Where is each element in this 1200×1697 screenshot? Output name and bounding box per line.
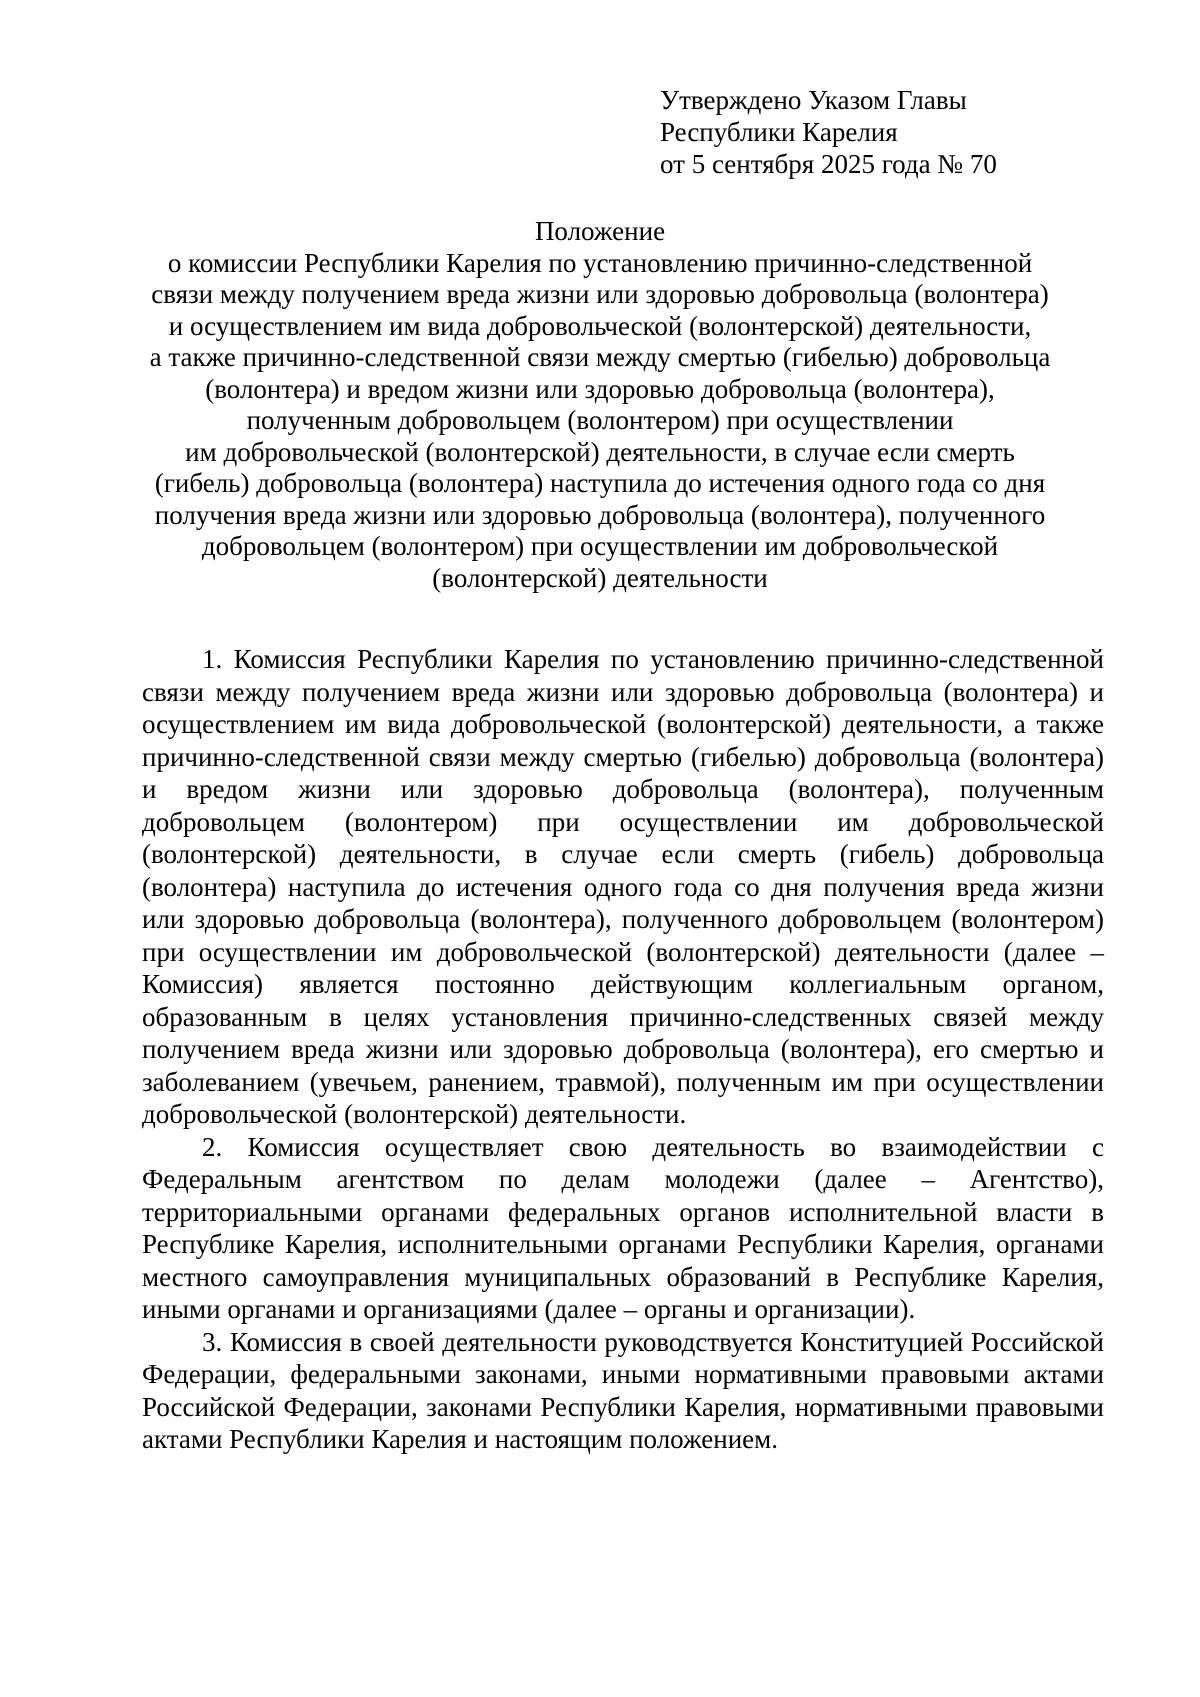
title-line: (гибель) добровольца (волонтера) наступила до истечения одного года со дня: [154, 468, 1046, 498]
paragraph-1: 1. Комиссия Республики Карелия по установлению причинно-следственной связи между получением вреда жизни или здоровью добровольца (волонтера) и осуществлением им вида добровольческой (волонтерской) деятельности, а также причинно-следственной связи между смертью (гибелью) добровольца (волонтера) и вредом жизни или здоровью добровольца (волонтера), полученным добровольцем (волонтером) при осуществлении им добровольческой (волонтерской) деятельности, в случае если смерть (гибель) добровольца (волонтера) наступила до истечения одного года со дня получения вреда жизни или здоровью добровольца (волонтера), полученного добровольцем (волонтером) при осуществлении им добровольческой (волонтерской) деятельности (далее – Комиссия) является постоянно действующим коллегиальным органом, образованным в целях установления причинно-следственных связей между получением вреда жизни или здоровью добровольца (волонтера), его смертью и заболеванием (увечьем, ранением, травмой), полученным им при осуществлении добровольческой (волонтерской) деятельности.: [142, 644, 1104, 1129]
approval-line-3: от 5 сентября 2025 года № 70: [660, 149, 997, 179]
title-line: а также причинно-следственной связи между смертью (гибелью) добровольца: [149, 342, 1051, 372]
paragraph-2: 2. Комиссия осуществляет свою деятельность во взаимодействии с Федеральным агентством по делам молодежи (далее – Агентство), территориальными органами федеральных органов исполнительной власти в Республике Карелия, исполнительными органами Республики Карелия, органами местного самоуправления муниципальных образований в Республике Карелия, иными органами и организациями (далее – органы и организации).: [142, 1131, 1104, 1324]
title-line: и осуществлением им вида добровольческой (волонтерской) деятельности,: [168, 310, 1032, 341]
document-title: [120, 216, 1080, 594]
document-body: [142, 643, 1104, 1456]
title-line: полученным добровольцем (волонтером) при осуществлении: [246, 405, 954, 435]
title-line: добровольцем (волонтером) при осуществлении им добровольческой: [201, 531, 999, 561]
title-line: получения вреда жизни или здоровью добровольца (волонтера), полученного: [154, 499, 1046, 530]
title-line: (волонтера) и вредом жизни или здоровью добровольца (волонтера),: [205, 373, 995, 404]
title-line: им добровольческой (волонтерской) деятельности, в случае если смерть: [185, 436, 1015, 467]
approval-line-2: Республики Карелия: [660, 117, 898, 147]
title-line: связи между получением вреда жизни или здоровью добровольца (волонтера): [151, 279, 1049, 309]
title-line: о комиссии Республики Карелия по установлению причинно-следственной: [167, 247, 1033, 278]
title-line: (волонтерской) деятельности: [432, 562, 768, 593]
approval-stamp: [660, 84, 1160, 180]
title-heading: Положение: [534, 216, 666, 246]
paragraph-3: 3. Комиссия в своей деятельности руководствуется Конституцией Российской Федерации, федеральными законами, иными нормативными правовыми актами Российской Федерации, законами Республики Карелия, нормативными правовыми актами Республики Карелия и настоящим положением.: [142, 1326, 1104, 1454]
approval-line-1: Утверждено Указом Главы: [660, 85, 967, 115]
